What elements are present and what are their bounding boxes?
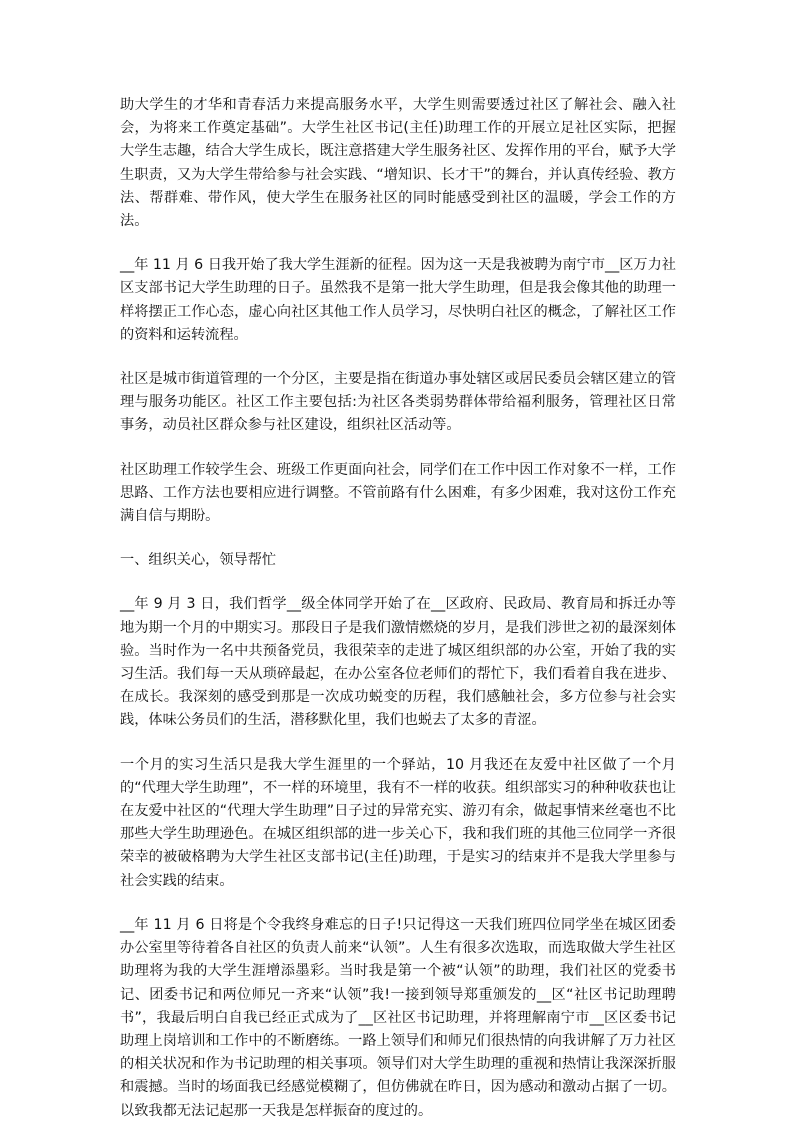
paragraph-intro-continuation: 助大学生的才华和青春活力来提高服务水平，大学生则需要透过社区了解社会、融入社会，为将来工作奠定基础”。大学生社区书记(主任)助理工作的开展立足社区实际，把握大学生志趣，结合大学生成长，既注意搭建大学生服务社区、发挥作用的平台，赋予大学生职责，又为大学生带给参与社会实践、“增知识、长才干”的舞台，并认真传经验、教方法、帮群难、带作风，使大学生在服务社区的同时能感受到社区的温暖，学会工作的方法。 <box>120 97 676 230</box>
document-body <box>120 94 676 1144</box>
section-heading: 一、组织关心，领导帮忙 <box>120 552 277 569</box>
paragraph-work-attitude: 社区助理工作较学生会、班级工作更面向社会，同学们在工作中因工作对象不一样，工作思路、工作方法也要相应进行调整。不管前路有什么困难，有多少困难，我对这份工作充满自信与期盼。 <box>120 461 676 525</box>
paragraph-start-of-journey: __年 11 月 6 日我开始了我大学生涯新的征程。因为这一天是我被聘为南宁市__区万力社区支部书记大学生助理的日子。虽然我不是第一批大学生助理，但是我会像其他的助理一样将摆正工作心态，虚心向社区其他工作人员学习，尽快明白社区的概念，了解社区工作的资料和运转流程。 <box>120 257 676 343</box>
paragraph-community-definition: 社区是城市街道管理的一个分区，主要是指在街道办事处辖区或居民委员会辖区建立的管理与服务功能区。社区工作主要包括:为社区各类弱势群体带给福利服务，管理社区日常事务，动员社区群众参与社区建设，组织社区活动等。 <box>120 371 676 434</box>
paragraph-appointment-day: __年 11 月 6 日将是个令我终身难忘的日子!只记得这一天我们班四位同学坐在城区团委办公室里等待着各自社区的负责人前来“认领”。人生有很多次选取，而选取做大学生社区助理将为我的大学生涯增添墨彩。当时我是第一个被“认领”的助理，我们社区的党委书记、团委书记和两位师兄一齐来“认领”我!一接到领导郑重颁发的__区“社区书记助理聘书”，我最后明白自我已经正式成为了__区社区书记助理，并将理解南宁市__区区委书记助理上岗培训和工作中的不断磨练。一路上领导们和师兄们很热情的向我讲解了万力社区的相关状况和作为书记助理的相关事项。领导们对大学生助理的重视和热情让我深深折服和震撼。当时的场面我已经感觉模糊了，但仿佛就在昨日，因为感动和激动占据了一切。以致我都无法记起那一天我是怎样振奋的度过的。 <box>120 916 676 1119</box>
paragraph-internship: __年 9 月 3 日，我们哲学__级全体同学开始了在__区政府、民政局、教育局和拆迁办等地为期一个月的中期实习。那段日子是我们激情燃烧的岁月，是我们涉世之初的最深刻体验。当时作为一名中共预备党员，我很荣幸的走进了城区组织部的办公室，开始了我的实习生活。我们每一天从琐碎最起，在办公室各位老师们的帮忙下，我们看着自我在进步、在成长。我深刻的感受到那是一次成功蜕变的历程，我们感触社会，多方位参与社会实践，体味公务员们的生活，潜移默化里，我们也蜕去了太多的青涩。 <box>120 596 676 729</box>
paragraph-acting-assistant: 一个月的实习生活只是我大学生涯里的一个驿站，10 月我还在友爱中社区做了一个月的“代理大学生助理”，不一样的环境里，我有不一样的收获。组织部实习的种种收获也让在友爱中社区的“代理大学生助理”日子过的异常充实、游刃有余，做起事情来丝毫也不比那些大学生助理逊色。在城区组织部的进一步关心下，我和我们班的其他三位同学一齐很荣幸的被破格聘为大学生社区支部书记(主任)助理，于是实习的结束并不是我大学里参与社会实践的结束。 <box>120 756 676 889</box>
